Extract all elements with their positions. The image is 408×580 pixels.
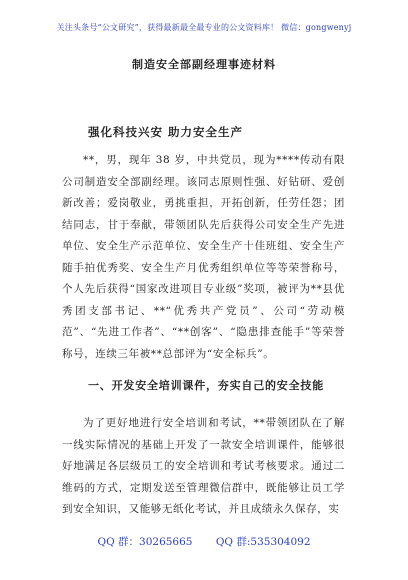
body-paragraph-2: 为了更好地进行安全培训和考试，**带领团队在了解一线实际情况的基础上开发了一款安全培训课件，能够很好地满足各层级员工的安全培训和考试考核要求。通过二维码的方式，定期发送至管理微信群中，既能够让员工学到安全知识，又能够无纸化考试，并且成绩永久保存，实 <box>62 417 345 515</box>
footer-qq-group-2: QQ 群:535304092 <box>215 536 311 548</box>
document-subtitle: 强化科技兴安 助力安全生产 <box>88 125 244 139</box>
footer-qq-group-1: QQ 群：30265665 <box>97 536 193 548</box>
body-paragraph-1: **，男，现年 38 岁，中共党员，现为****传动有限公司制造安全部副经理。该同志原则性强、好钻研、爱创新改善；爱岗敬业，勇挑重担，开拓创新，任劳任怨；团结同志，甘于奉献，带领团队先后获得公司安全生产先进单位、安全生产示范单位、安全生产十佳班组、安全生产随手拍优秀奖、安全生产月优秀组织单位等等荣誉称号，个人先后获得“国家改进项目专业级”奖项，被评为**县优秀团支部书记、**“优秀共产党员”、公司“劳动模范”、“先进工作者”、“**创客”、“隐患排查能手”等荣誉称号，连续三年被**总部评为“安全标兵”。 <box>62 154 345 360</box>
promo-banner[interactable]: 关注头条号“公文研究”，获得最新最全最专业的公文资料库！ 微信：gongwenyj <box>56 23 352 32</box>
document-title: 制造安全部副经理事迹材料 <box>132 58 276 71</box>
section-heading-1: 一、开发安全培训课件，夯实自己的安全技能 <box>88 379 324 392</box>
footer-contact <box>0 534 408 549</box>
